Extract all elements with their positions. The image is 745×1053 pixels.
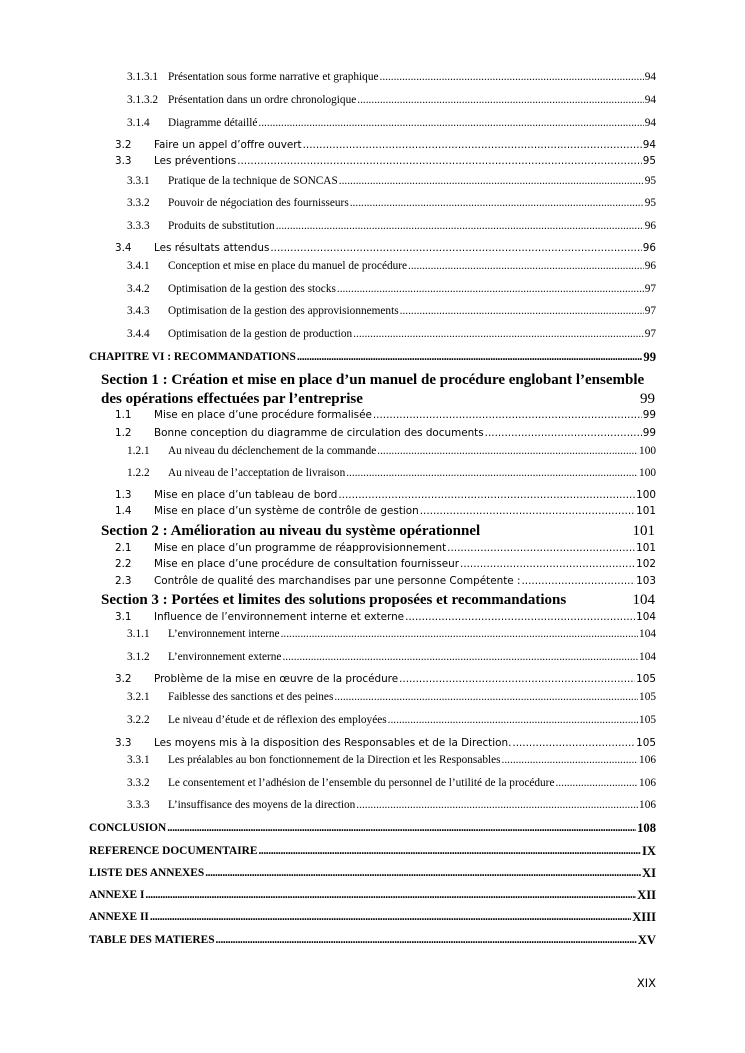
toc-leader-dots: [150, 912, 631, 923]
toc-entry-title: CONCLUSION: [89, 822, 167, 835]
toc-leader-dots: [373, 410, 642, 420]
toc-leader-dots: [270, 243, 641, 253]
toc-entry-title: Mise en place d’une procédure formalisée: [154, 409, 372, 421]
toc-leader-dots: [502, 755, 639, 766]
toc-leader-dots: [399, 674, 635, 684]
toc-entry[interactable]: [127, 284, 656, 295]
toc-entry-title: Mise en place d’un système de contrôle de gestion: [154, 505, 419, 517]
toc-entry-title: Influence de l’environnement interne et externe: [154, 611, 405, 623]
toc-leader-dots: [408, 261, 644, 272]
toc-entry-page: 101: [636, 505, 656, 517]
toc-leader-dots: [485, 428, 642, 438]
toc-entry[interactable]: [115, 559, 656, 569]
toc-leader-dots: [258, 846, 641, 857]
toc-entry-title: Problème de la mise en œuvre de la procédure: [154, 673, 399, 685]
toc-entry-number: 1.4: [115, 505, 132, 517]
toc-entry-title: LISTE DES ANNEXES: [89, 867, 205, 880]
toc-leader-dots: [205, 868, 641, 879]
toc-entry-page: 105: [639, 691, 656, 703]
toc-entry-page: 99: [643, 350, 656, 364]
toc-entry[interactable]: [127, 72, 656, 83]
toc-entry-title: Le consentement et l’adhésion de l’ensemble du personnel de l’utilité de la procédure: [168, 777, 555, 789]
page-number: XIX: [636, 976, 656, 990]
toc-entry[interactable]: [127, 261, 656, 272]
toc-entry-page: XI: [642, 866, 656, 880]
toc-section-page: 99: [640, 391, 655, 407]
toc-entry[interactable]: [115, 576, 656, 586]
toc-entry-title: Produits de substitution: [168, 220, 275, 232]
toc-entry-number: 3.1.2: [127, 651, 150, 663]
toc-entry-title: Mise en place d’un programme de réapprovisionnement: [154, 542, 447, 554]
toc-entry-number: 1.2: [115, 427, 132, 439]
toc-entry-number: 3.3: [115, 737, 132, 749]
toc-entry-page: XV: [637, 933, 656, 947]
toc-leader-dots: [400, 306, 644, 317]
toc-entry-number: 3.1: [115, 611, 132, 623]
toc-entry-number: 3.4: [115, 242, 132, 254]
toc-entry[interactable]: [115, 156, 656, 166]
toc-leader-dots: [388, 715, 638, 726]
toc-entry-page: 94: [644, 71, 656, 83]
toc-entry[interactable]: [127, 95, 656, 106]
toc-entry-page: 95: [644, 175, 656, 187]
toc-entry-page: IX: [642, 844, 656, 858]
toc-leader-dots: [512, 738, 635, 748]
toc-entry-page: 100: [636, 489, 656, 501]
toc-leader-dots: [460, 559, 635, 569]
toc-section-heading[interactable]: Section 1 : Création et mise en place d’un manuel de procédure englobant l’ensemble: [101, 372, 645, 388]
toc-entry-title: Optimisation de la gestion des stocks: [168, 283, 336, 295]
toc-entry-page: 97: [644, 283, 656, 295]
toc-entry-title: Les préalables au bon fonctionnement de la Direction et les Responsables: [168, 754, 501, 766]
toc-entry-page: 103: [636, 575, 656, 587]
toc-section-heading[interactable]: Section 3 : Portées et limites des solutions proposées et recommandations: [101, 592, 567, 608]
toc-entry-page: 100: [639, 467, 656, 479]
toc-entry-title: Pratique de la technique de SONCAS: [168, 175, 338, 187]
toc-entry-page: 99: [642, 427, 656, 439]
toc-entry-title: Au niveau de l’acceptation de livraison: [168, 467, 346, 479]
toc-entry-title: Les moyens mis à la disposition des Responsables et de la Direction.: [154, 737, 512, 749]
toc-section-page: 101: [632, 523, 655, 539]
toc-entry-number: 3.1.3.1: [127, 71, 159, 83]
toc-leader-dots: [420, 506, 635, 516]
toc-leader-dots: [216, 935, 637, 946]
toc-entry-number: 2.2: [115, 558, 132, 570]
toc-entry-title: Les résultats attendus: [154, 242, 270, 254]
toc-entry[interactable]: [115, 140, 656, 150]
toc-entry-page: XII: [637, 888, 656, 902]
toc-entry[interactable]: [115, 410, 656, 420]
toc-leader-dots: [334, 692, 638, 703]
toc-entry-page: XIII: [632, 910, 656, 924]
toc-entry-number: 1.1: [115, 409, 132, 421]
toc-entry-title: L’insuffisance des moyens de la direction: [168, 799, 356, 811]
toc-entry-title: Présentation sous forme narrative et graphique: [168, 71, 379, 83]
toc-entry-title: TABLE DES MATIERES: [89, 934, 215, 947]
toc-entry-page: 96: [644, 260, 656, 272]
toc-entry-title: Diagramme détaillé: [168, 117, 258, 129]
toc-entry[interactable]: [127, 629, 656, 640]
toc-entry-number: 3.4.2: [127, 283, 150, 295]
toc-entry-page: 99: [642, 409, 656, 421]
toc-entry-title: Faiblesse des sanctions et des peines: [168, 691, 334, 703]
toc-entry-page: 102: [636, 558, 656, 570]
toc-entry[interactable]: [127, 755, 656, 766]
toc-leader-dots: [281, 629, 638, 640]
toc-entry-page: 105: [636, 737, 656, 749]
toc-leader-dots: [282, 652, 638, 663]
toc-entry-title: Mise en place d’une procédure de consultation fournisseur: [154, 558, 460, 570]
toc-entry-page: 94: [642, 139, 656, 151]
toc-section-page: 104: [632, 592, 655, 608]
toc-leader-dots: [353, 329, 644, 340]
toc-entry-page: 97: [644, 328, 656, 340]
toc-entry[interactable]: [115, 506, 656, 516]
toc-entry-page: 104: [639, 651, 656, 663]
toc-chapter-entry[interactable]: [89, 867, 656, 880]
toc-entry-page: 106: [639, 754, 656, 766]
toc-entry[interactable]: [115, 674, 656, 684]
toc-entry-number: 3.2.2: [127, 714, 150, 726]
toc-entry-number: 2.1: [115, 542, 132, 554]
toc-leader-dots: [258, 118, 643, 129]
toc-leader-dots: [145, 890, 636, 901]
toc-entry-number: 3.3.1: [127, 175, 150, 187]
toc-entry-page: 105: [636, 673, 656, 685]
toc-chapter-entry[interactable]: [89, 889, 656, 902]
toc-entry[interactable]: [127, 198, 656, 209]
toc-entry[interactable]: [127, 446, 656, 457]
toc-entry-page: 96: [644, 220, 656, 232]
toc-entry-number: 2.3: [115, 575, 132, 587]
toc-chapter-entry[interactable]: [89, 934, 656, 947]
toc-leader-dots: [237, 156, 642, 166]
toc-entry-page: 97: [644, 305, 656, 317]
toc-entry[interactable]: [127, 468, 656, 479]
toc-entry[interactable]: [127, 306, 656, 317]
toc-entry-title: Optimisation de la gestion des approvisionnements: [168, 305, 399, 317]
toc-entry-page: 100: [639, 445, 656, 457]
toc-chapter-entry[interactable]: [89, 351, 656, 364]
toc-entry-page: 104: [636, 611, 656, 623]
toc-entry-title: Présentation dans un ordre chronologique: [168, 94, 357, 106]
toc-entry[interactable]: [115, 612, 656, 622]
toc-entry[interactable]: [127, 800, 656, 811]
toc-entry-page: 106: [639, 799, 656, 811]
toc-entry-number: 1.2.1: [127, 445, 150, 457]
toc-leader-dots: [276, 221, 644, 232]
toc-entry-number: 3.3.2: [127, 197, 150, 209]
toc-entry[interactable]: [115, 543, 656, 553]
toc-entry-number: 3.4.1: [127, 260, 150, 272]
toc-entry-number: 3.1.3.2: [127, 94, 159, 106]
toc-entry[interactable]: [127, 778, 656, 789]
toc-leader-dots: [377, 446, 638, 457]
toc-entry-number: 3.1.1: [127, 628, 150, 640]
toc-entry-title: Le niveau d’étude et de réflexion des employées: [168, 714, 387, 726]
toc-entry-title: Conception et mise en place du manuel de procédure: [168, 260, 408, 272]
toc-leader-dots: [521, 576, 635, 586]
toc-leader-dots: [350, 198, 644, 209]
toc-leader-dots: [303, 140, 642, 150]
toc-entry[interactable]: [127, 118, 656, 129]
toc-leader-dots: [380, 72, 644, 83]
toc-entry-number: 3.2: [115, 673, 132, 685]
toc-leader-dots: [337, 284, 644, 295]
toc-entry-title: Les préventions: [154, 155, 237, 167]
toc-entry-title: Mise en place d’un tableau de bord: [154, 489, 338, 501]
toc-entry-number: 3.3.3: [127, 220, 150, 232]
toc-section-heading[interactable]: Section 2 : Amélioration au niveau du système opérationnel: [101, 523, 481, 539]
toc-chapter-entry[interactable]: [89, 845, 656, 858]
toc-entry-title: Optimisation de la gestion de production: [168, 328, 353, 340]
toc-entry[interactable]: [127, 652, 656, 663]
toc-entry-page: 96: [642, 242, 656, 254]
toc-entry[interactable]: [127, 329, 656, 340]
toc-entry[interactable]: [115, 738, 656, 748]
toc-leader-dots: [356, 800, 638, 811]
toc-entry-number: 3.2: [115, 139, 132, 151]
toc-leader-dots: [338, 490, 635, 500]
toc-entry-page: 95: [644, 197, 656, 209]
toc-entry-title: ANNEXE I: [89, 889, 145, 902]
toc-entry-page: 108: [637, 821, 656, 835]
toc-entry-page: 94: [644, 94, 656, 106]
toc-entry-number: 3.1.4: [127, 117, 150, 129]
toc-entry-page: 105: [639, 714, 656, 726]
toc-entry-number: 3.3.3: [127, 799, 150, 811]
toc-entry-page: 104: [639, 628, 656, 640]
toc-entry-number: 3.4.3: [127, 305, 150, 317]
toc-entry-title: L’environnement externe: [168, 651, 282, 663]
toc-chapter-entry[interactable]: [89, 822, 656, 835]
toc-leader-dots: [555, 778, 638, 789]
toc-entry[interactable]: [127, 221, 656, 232]
toc-entry-number: 1.3: [115, 489, 132, 501]
toc-entry-number: 3.2.1: [127, 691, 150, 703]
toc-leader-dots: [447, 543, 635, 553]
toc-entry[interactable]: [127, 176, 656, 187]
toc-entry-number: 3.3.2: [127, 777, 150, 789]
toc-entry-number: 3.3: [115, 155, 132, 167]
toc-leader-dots: [405, 612, 635, 622]
toc-entry[interactable]: [127, 715, 656, 726]
toc-section-heading-cont[interactable]: des opérations effectuées par l’entreprise: [101, 391, 363, 407]
toc-leader-dots: [297, 352, 643, 363]
toc-entry[interactable]: [115, 243, 656, 253]
toc-entry[interactable]: [127, 692, 656, 703]
toc-entry-page: 94: [644, 117, 656, 129]
toc-entry-number: 3.3.1: [127, 754, 150, 766]
toc-leader-dots: [357, 95, 643, 106]
toc-entry-title: Pouvoir de négociation des fournisseurs: [168, 197, 349, 209]
toc-entry-title: L’environnement interne: [168, 628, 280, 640]
toc-entry[interactable]: [115, 428, 656, 438]
toc-entry-title: REFERENCE DOCUMENTAIRE: [89, 845, 258, 858]
toc-entry-page: 106: [639, 777, 656, 789]
toc-chapter-entry[interactable]: [89, 911, 656, 924]
toc-entry-title: ANNEXE II: [89, 911, 149, 924]
toc-leader-dots: [346, 468, 638, 479]
toc-entry-title: Bonne conception du diagramme de circulation des documents: [154, 427, 484, 439]
toc-entry-page: 101: [636, 542, 656, 554]
toc-entry-title: Au niveau du déclenchement de la commande: [168, 445, 377, 457]
toc-leader-dots: [339, 176, 644, 187]
toc-entry-title: Contrôle de qualité des marchandises par une personne Compétente :: [154, 575, 521, 587]
toc-entry-title: CHAPITRE VI : RECOMMANDATIONS: [89, 351, 296, 364]
toc-entry-number: 3.4.4: [127, 328, 150, 340]
toc-entry-title: Faire un appel d’offre ouvert: [154, 139, 302, 151]
toc-leader-dots: [167, 823, 636, 834]
toc-entry[interactable]: [115, 490, 656, 500]
toc-entry-number: 1.2.2: [127, 467, 150, 479]
toc-entry-page: 95: [642, 155, 656, 167]
